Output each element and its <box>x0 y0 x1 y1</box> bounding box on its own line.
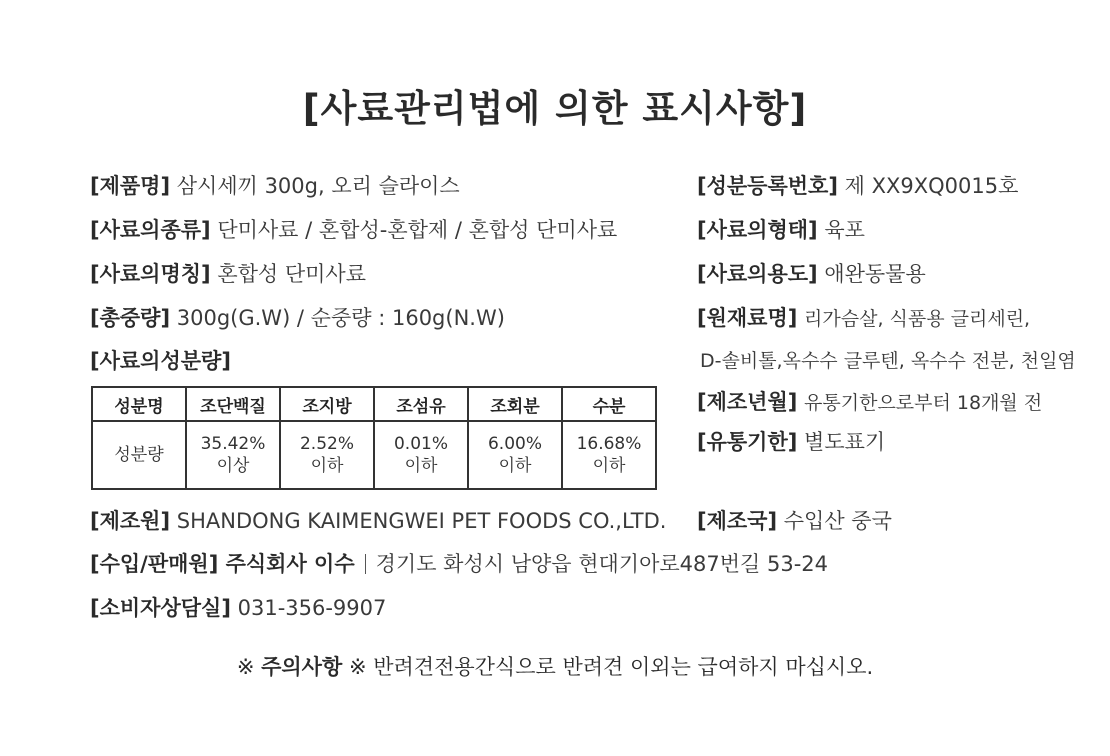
form-value: 육포 <box>824 218 865 242</box>
weight-row <box>90 304 505 332</box>
feed-name-row <box>90 260 366 288</box>
composition-table <box>91 386 657 490</box>
divider <box>365 554 366 574</box>
cell-amount: 0.01% <box>393 434 448 454</box>
country-row <box>697 507 892 535</box>
cell-qualifier: 이하 <box>310 456 344 476</box>
table-cell <box>468 421 562 489</box>
ingredients-label: [원재료명] <box>697 306 798 330</box>
country-value: 수입산 중국 <box>783 509 892 533</box>
expiry-row <box>697 428 885 456</box>
table-cell <box>280 421 374 489</box>
feed-type-label: [사료의종류] <box>90 218 211 242</box>
cell-amount: 16.68% <box>576 434 642 454</box>
table-header: 성분명 <box>92 387 186 421</box>
consult-row <box>90 594 386 622</box>
composition-label: [사료의성분량] <box>90 349 231 373</box>
ingredients-value-line1: 리가슴살, 식품용 글리세린, <box>804 308 1031 330</box>
feed-type-value: 단미사료 / 혼합성-혼합제 / 혼합성 단미사료 <box>217 218 618 242</box>
maker-value: SHANDONG KAIMENGWEI PET FOODS CO.,LTD. <box>176 509 667 533</box>
maker-label: [제조원] <box>90 509 171 533</box>
country-label: [제조국] <box>697 509 778 533</box>
feed-type-row <box>90 216 617 244</box>
usage-row <box>697 260 926 288</box>
importer-row <box>90 550 828 578</box>
page-title: [사료관리법에 의한 표시사항] <box>302 87 808 130</box>
cell-amount: 6.00% <box>487 434 542 454</box>
form-row <box>697 216 865 244</box>
consult-label: [소비자상담실] <box>90 596 231 620</box>
notice-heading: 주의사항 <box>261 655 343 679</box>
expiry-label: [유통기한] <box>697 430 798 454</box>
mfg-date-label: [제조년월] <box>697 390 798 414</box>
reg-no-label: [성분등록번호] <box>697 174 838 198</box>
importer-address: 경기도 화성시 남양읍 현대기아로487번길 53-24 <box>375 552 829 576</box>
expiry-value: 별도표기 <box>804 430 886 454</box>
product-name-value: 삼시세끼 300g, 오리 슬라이스 <box>176 174 460 198</box>
product-name-row <box>90 172 460 200</box>
importer-label: [수입/판매원] 주식회사 이수 <box>90 552 355 576</box>
usage-label: [사료의용도] <box>697 262 818 286</box>
table-cell <box>186 421 280 489</box>
cell-qualifier: 이하 <box>498 456 532 476</box>
table-header: 조지방 <box>280 387 374 421</box>
cell-amount: 2.52% <box>299 434 354 454</box>
ingredients-row-2 <box>700 346 1076 375</box>
cell-qualifier: 이하 <box>592 456 626 476</box>
composition-header-row <box>92 387 656 421</box>
reg-no-row <box>697 172 1018 200</box>
product-name-label: [제품명] <box>90 174 171 198</box>
notice-text: ※ 반려견전용간식으로 반려견 이외는 급여하지 마십시오. <box>342 655 874 679</box>
consult-phone: 031-356-9907 <box>237 596 387 620</box>
feed-name-label: [사료의명칭] <box>90 262 211 286</box>
ingredients-value-line2: D-솔비톨,옥수수 글루텐, 옥수수 전분, 천일염 <box>700 350 1076 372</box>
composition-value-row <box>92 421 656 489</box>
ingredients-row <box>697 304 1030 333</box>
table-header: 조섬유 <box>374 387 468 421</box>
table-header: 수분 <box>562 387 656 421</box>
weight-label: [총중량] <box>90 306 171 330</box>
table-cell <box>374 421 468 489</box>
weight-value: 300g(G.W) / 순중량 : 160g(N.W) <box>176 306 505 330</box>
table-row-label: 성분량 <box>92 421 186 489</box>
table-header: 조회분 <box>468 387 562 421</box>
usage-value: 애완동물용 <box>824 262 926 286</box>
composition-heading <box>90 347 231 375</box>
mfg-date-row <box>697 388 1042 417</box>
table-header: 조단백질 <box>186 387 280 421</box>
reg-no-value: 제 XX9XQ0015호 <box>844 174 1019 198</box>
cell-amount: 35.42% <box>200 434 266 454</box>
form-label: [사료의형태] <box>697 218 818 242</box>
maker-row <box>90 507 666 535</box>
caution-notice <box>0 651 1110 681</box>
notice-prefix: ※ <box>236 655 262 679</box>
feed-name-value: 혼합성 단미사료 <box>217 262 366 286</box>
cell-qualifier: 이상 <box>216 456 250 476</box>
table-cell <box>562 421 656 489</box>
mfg-date-value: 유통기한으로부터 18개월 전 <box>804 392 1043 414</box>
cell-qualifier: 이하 <box>404 456 438 476</box>
